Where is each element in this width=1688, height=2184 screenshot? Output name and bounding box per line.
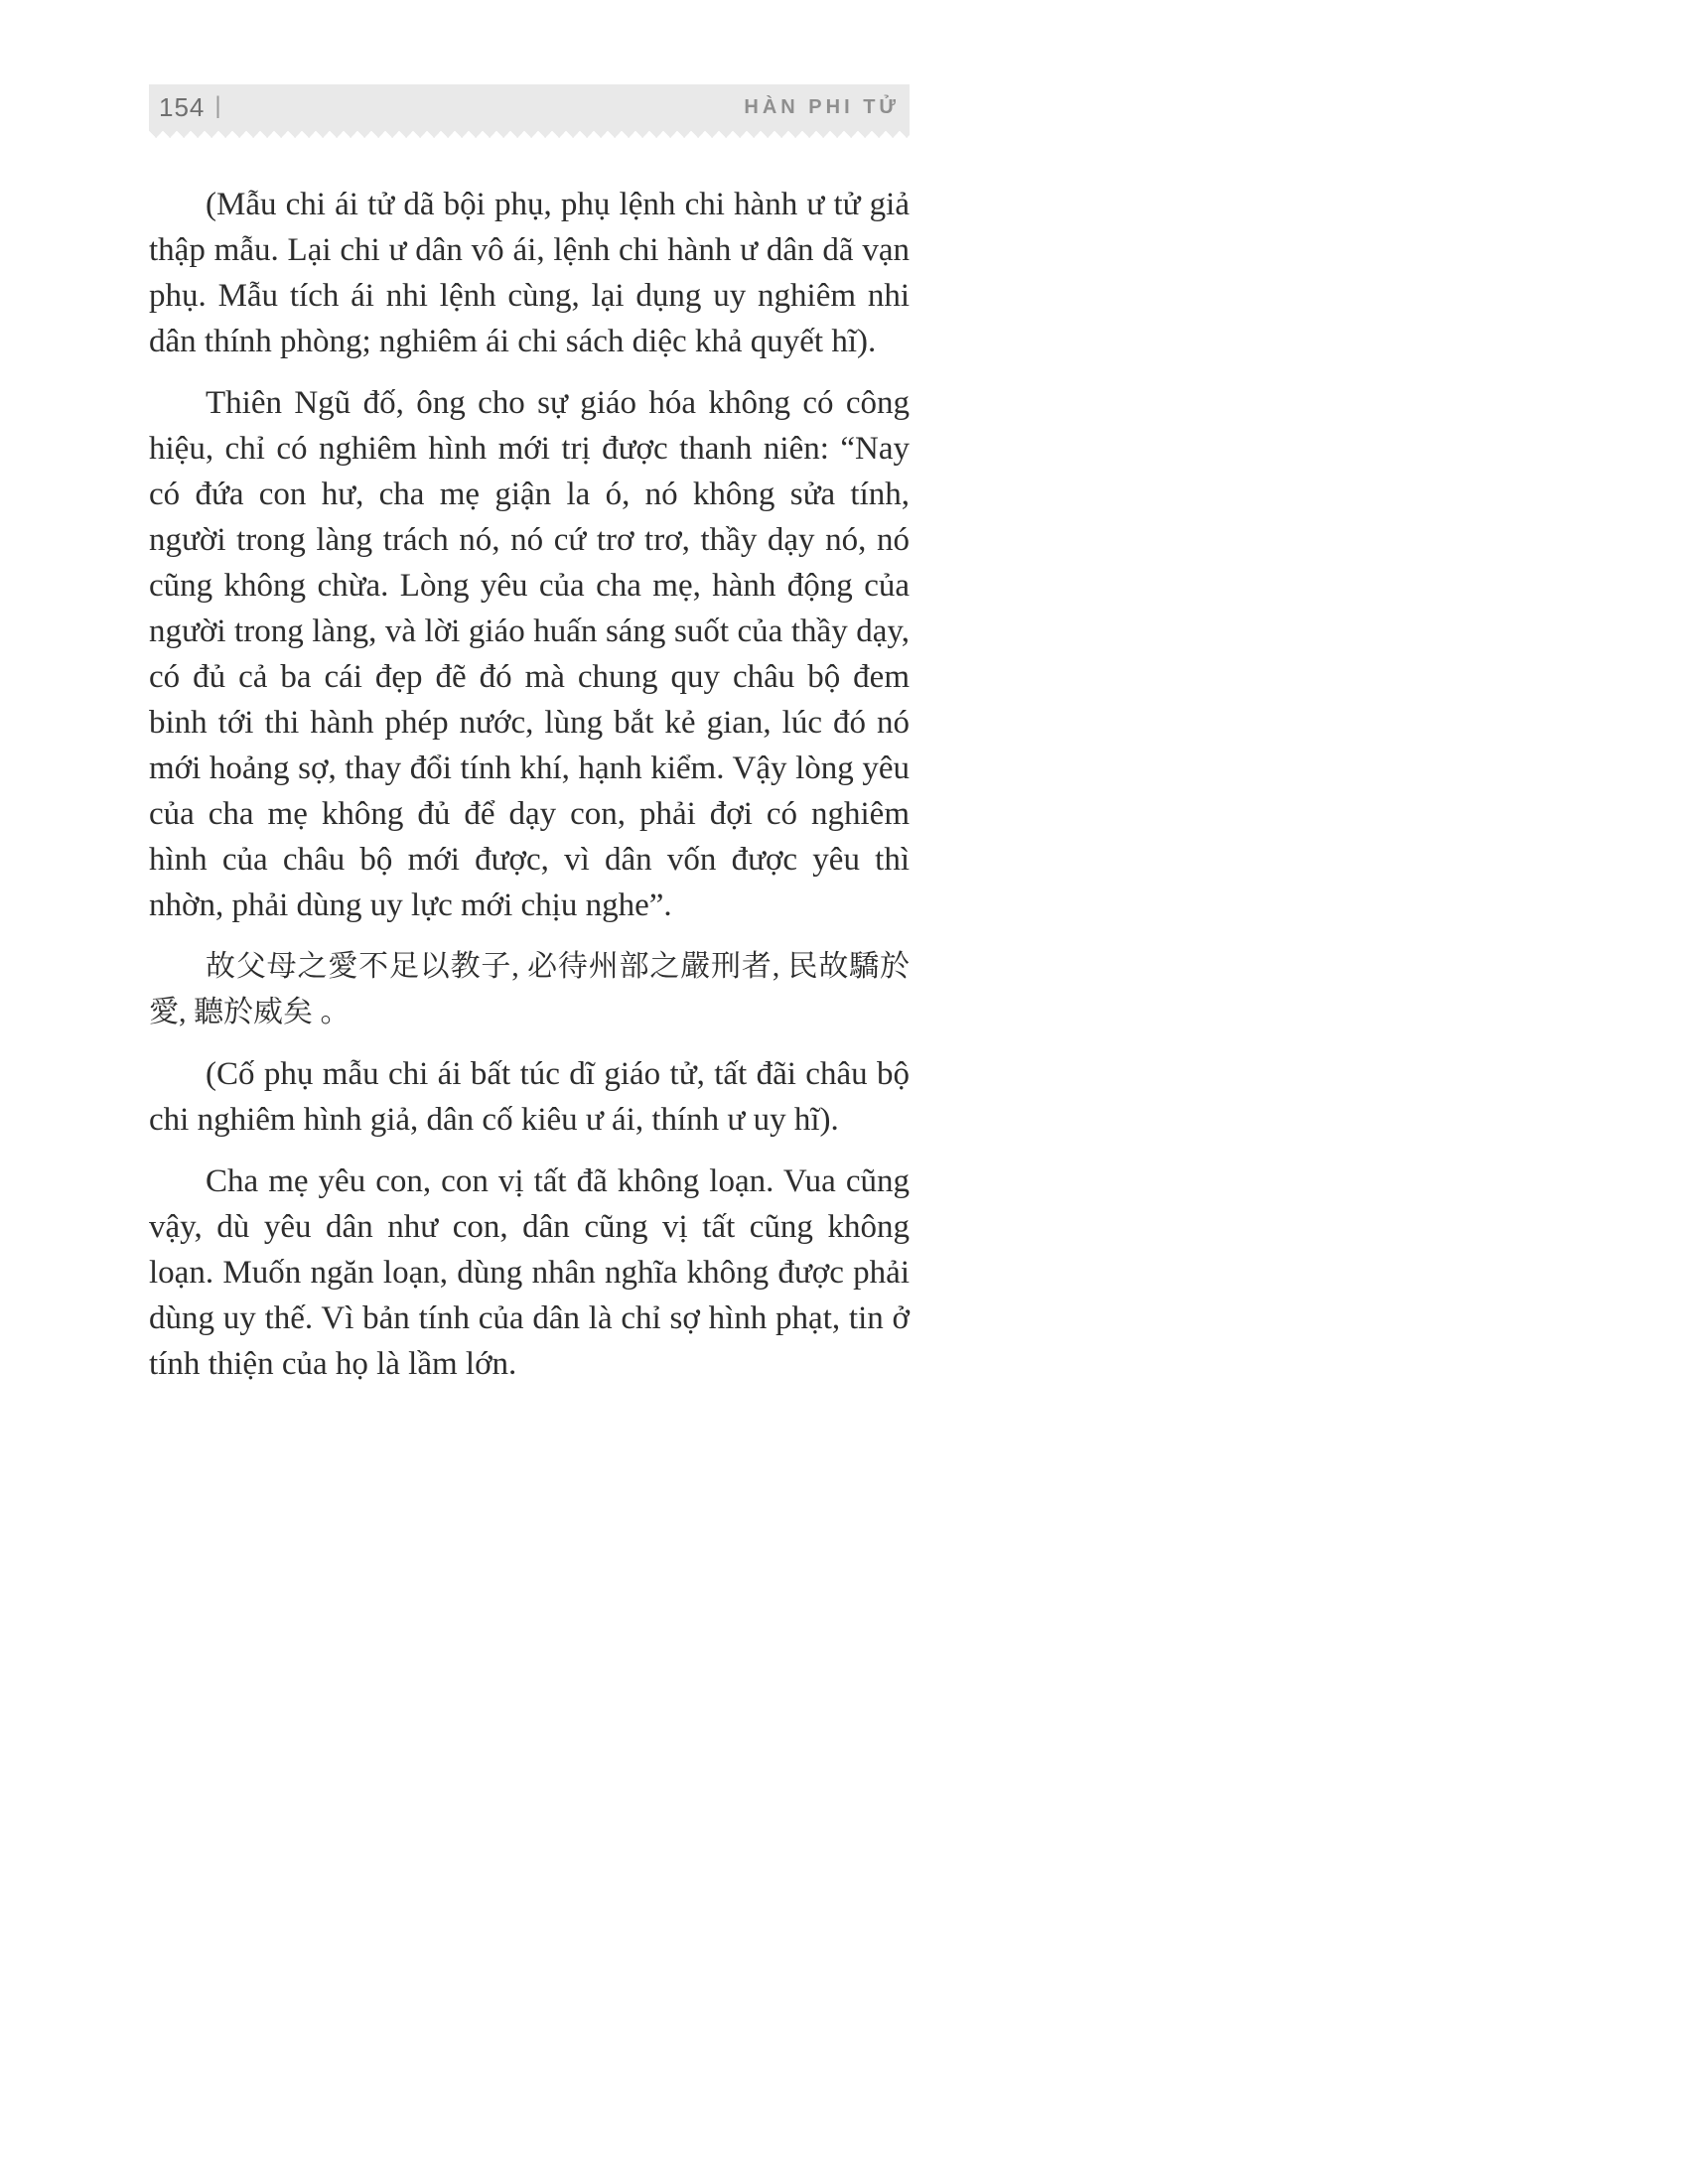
- page-header: [149, 84, 910, 138]
- header-left: [159, 92, 221, 123]
- running-title: HÀN PHI TỬ: [744, 95, 900, 118]
- page-number: 154: [159, 91, 206, 122]
- paragraph-hanviet-transcription-2: (Cố phụ mẫu chi ái bất túc dĩ giáo tử, tất đãi châu bộ chi nghiêm hình giả, dân cố kiêu ư ái, thính ư uy hĩ).: [149, 1056, 910, 1138]
- page-body: [149, 182, 910, 1387]
- paragraph-commentary-1: Thiên Ngũ đố, ông cho sự giáo hóa không có công hiệu, chỉ có nghiêm hình mới trị được thanh niên: “Nay có đứa con hư, cha mẹ giận la ó, nó không sửa tính, người trong làng trách nó, nó cứ trơ trơ, thầy dạy nó, nó cũng không chừa. Lòng yêu của cha mẹ, hành động của người trong làng, và lời giáo huấn sáng suốt của thầy dạy, có đủ cả ba cái đẹp đẽ đó mà chung quy châu bộ đem binh tới thi hành phép nước, lùng bắt kẻ gian, lúc đó nó mới hoảng sợ, thay đổi tính khí, hạnh kiểm. Vậy lòng yêu của cha mẹ không đủ để dạy con, phải đợi có nghiêm hình của châu bộ mới được, vì dân vốn được yêu thì nhờn, phải dùng uy lực mới chịu nghe”.: [149, 385, 910, 923]
- paragraph-chinese-original: 故父母之愛不足以教子, 必待州部之嚴刑者, 民故驕於愛, 聽於威矣 。: [149, 950, 910, 1028]
- header-band: [149, 84, 910, 130]
- page-number-separator: |: [214, 92, 221, 119]
- paragraph-commentary-2: Cha mẹ yêu con, con vị tất đã không loạn. Vua cũng vậy, dù yêu dân như con, dân cũng vị tất cũng không loạn. Muốn ngăn loạn, dùng nhân nghĩa không được phải dùng uy thế. Vì bản tính của dân là chỉ sợ hình phạt, tin ở tính thiện của họ là lầm lớn.: [149, 1163, 910, 1382]
- header-band-zigzag-edge: [149, 130, 910, 138]
- page-content: [149, 84, 910, 1403]
- paragraph-hanviet-transcription-1: (Mẫu chi ái tử dã bội phụ, phụ lệnh chi hành ư tử giả thập mẫu. Lại chi ư dân vô ái, lệnh chi hành ư dân dã vạn phụ. Mẫu tích ái nhi lệnh cùng, lại dụng uy nghiêm nhi dân thính phòng; nghiêm ái chi sách diệc khả quyết hĩ).: [149, 187, 910, 359]
